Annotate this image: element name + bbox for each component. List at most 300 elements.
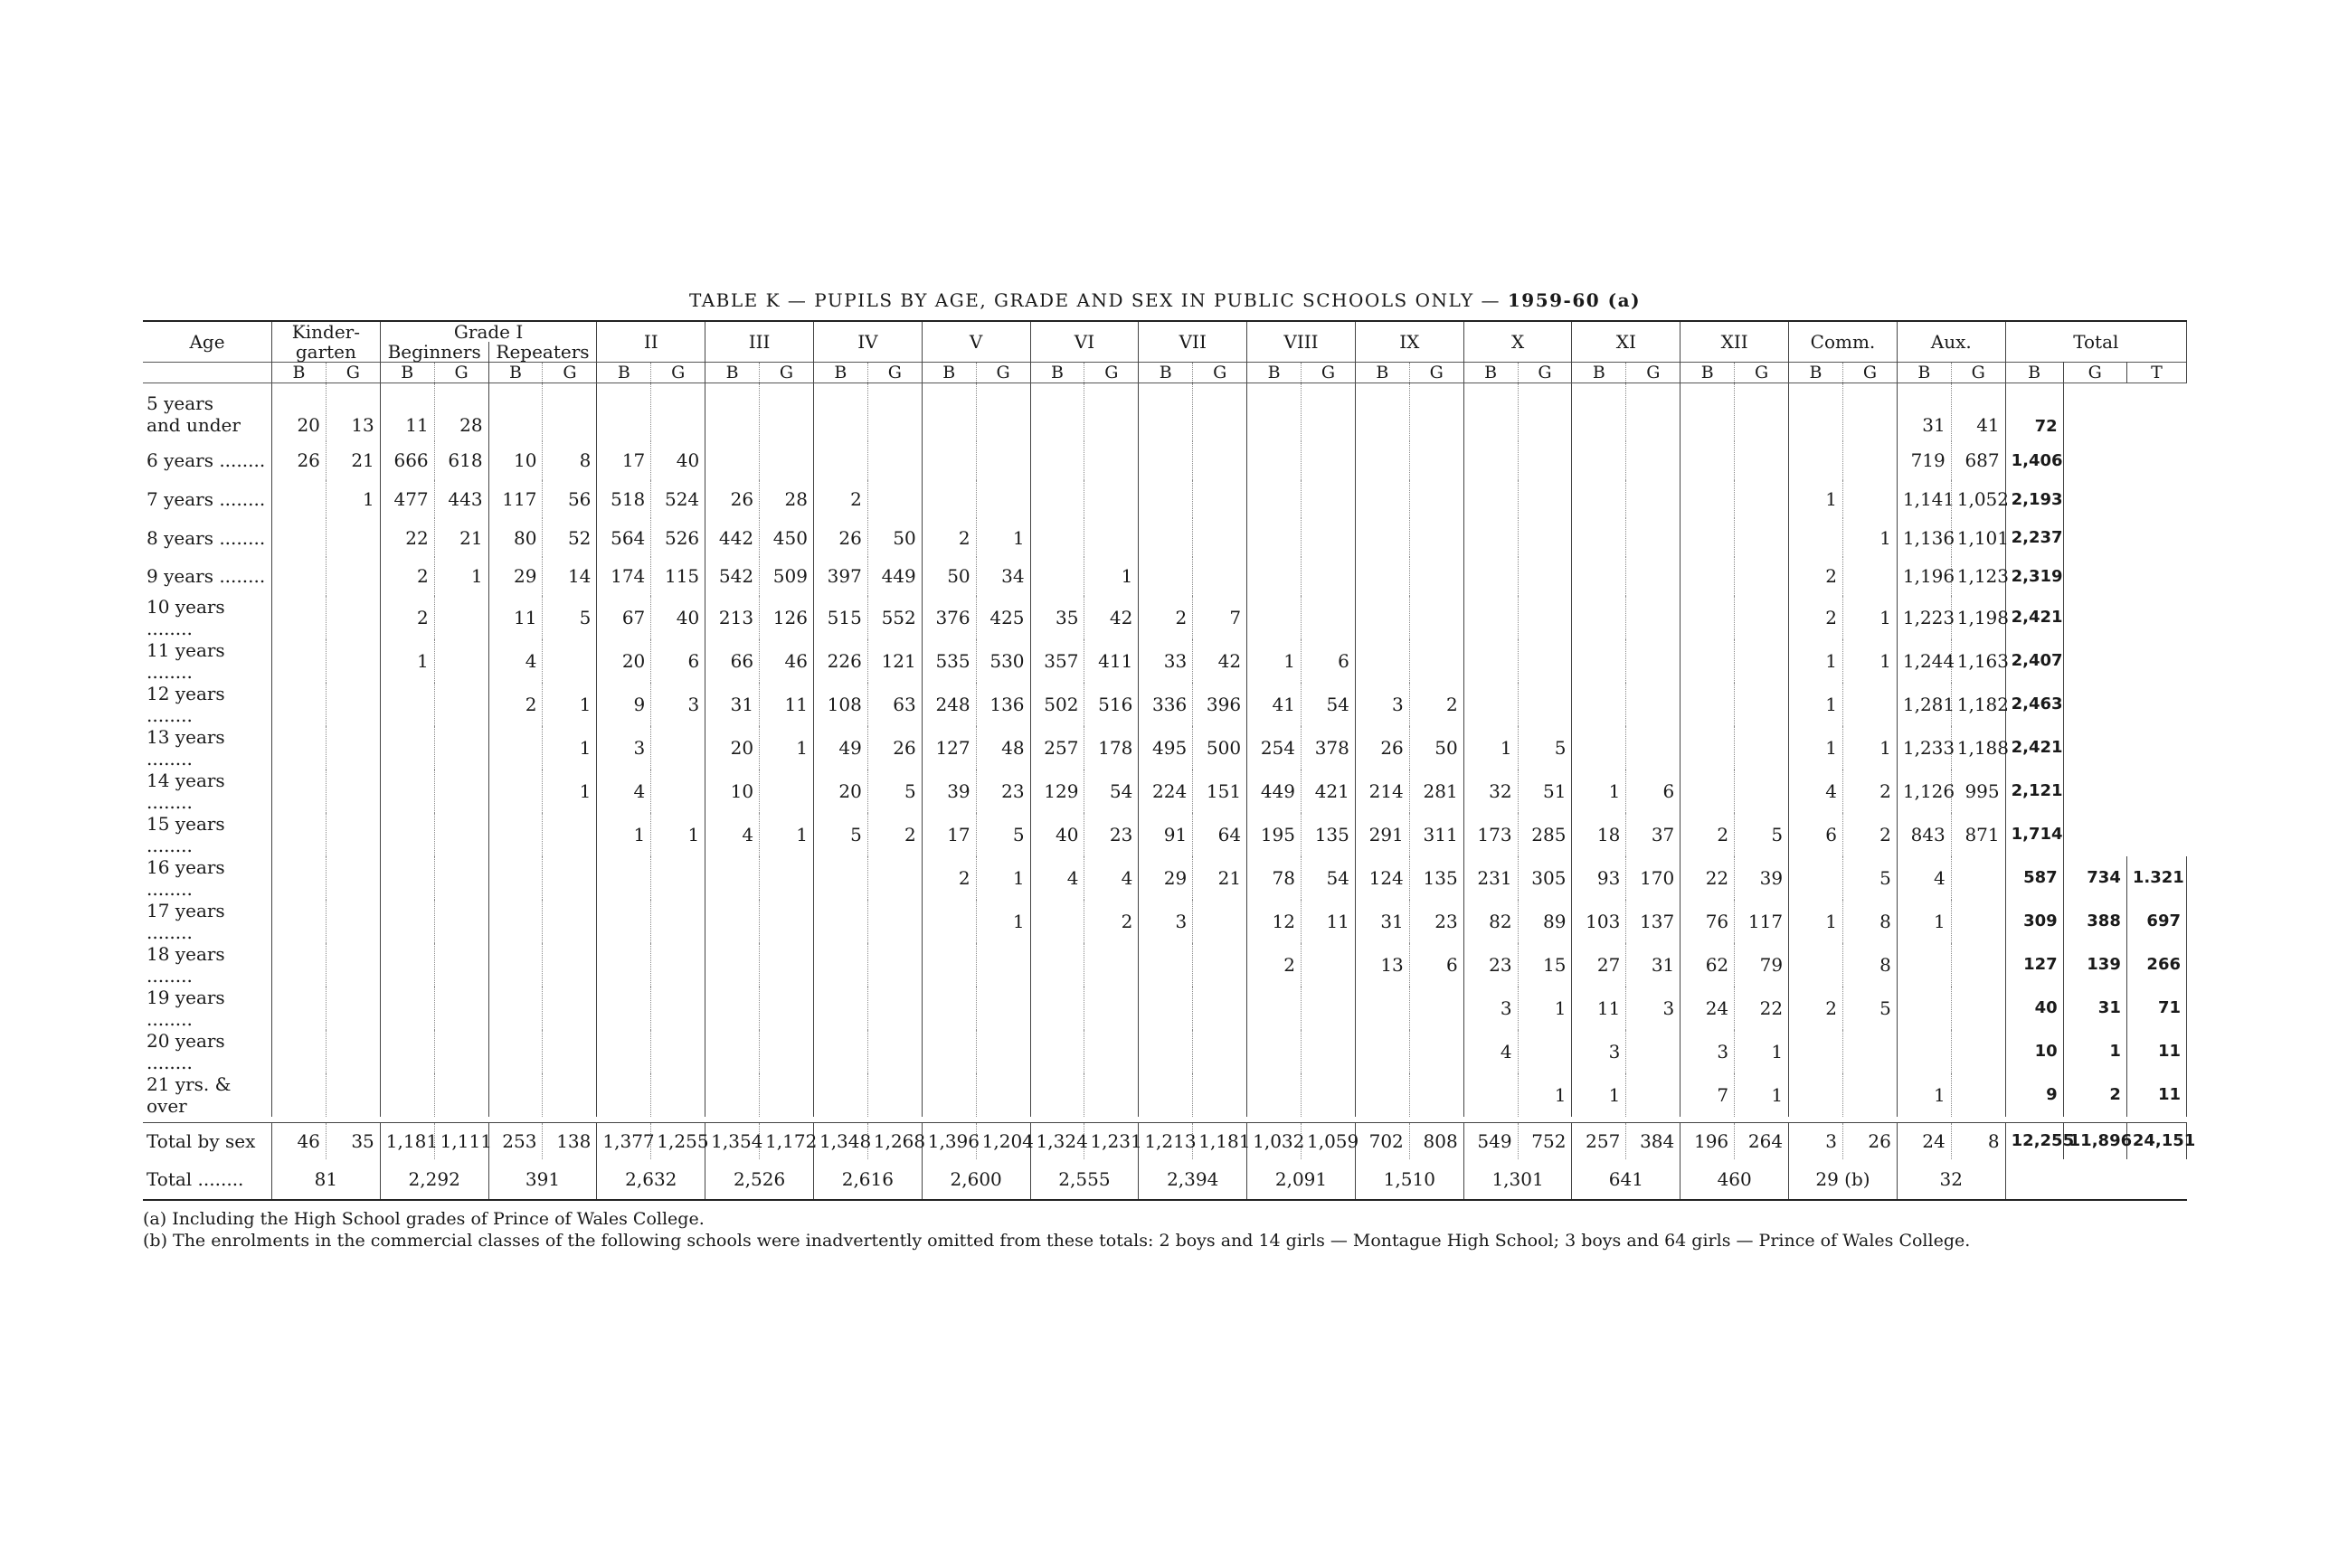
table-cell: 336: [1139, 683, 1193, 726]
table-cell: [434, 596, 488, 639]
table-row: [143, 770, 2187, 813]
table-cell: [976, 441, 1030, 480]
header-sex: B: [488, 363, 543, 383]
table-cell: 135: [1302, 813, 1356, 856]
table-cell: [1084, 518, 1139, 557]
table-cell: [543, 1073, 597, 1117]
table-cell: [1409, 1030, 1463, 1073]
table-cell: [272, 813, 327, 856]
table-cell: [1139, 1073, 1193, 1117]
table-cell: [1139, 557, 1193, 596]
table-cell: [1842, 1030, 1897, 1073]
table-cell: 719: [1897, 441, 1951, 480]
table-cell: [1302, 987, 1356, 1030]
total-by-sex-cell: 1,181: [380, 1122, 434, 1159]
table-cell: [922, 987, 976, 1030]
table-cell: 443: [434, 480, 488, 519]
table-cell: 2,463: [2005, 683, 2063, 726]
table-cell: [1139, 480, 1193, 519]
table-cell: [1247, 1073, 1302, 1117]
header-sex: G: [434, 363, 488, 383]
header-sex: B: [1897, 363, 1951, 383]
table-cell: 2,421: [2005, 726, 2063, 770]
table-cell: [543, 383, 597, 442]
table-cell: 4: [1084, 856, 1139, 900]
table-cell: 115: [651, 557, 705, 596]
table-cell: 32: [1463, 770, 1518, 813]
table-cell: [1193, 441, 1247, 480]
table-cell: [488, 943, 543, 987]
table-cell: [1626, 383, 1680, 442]
header-sex: B: [272, 363, 327, 383]
table-cell: 518: [597, 480, 651, 519]
table-cell: [1463, 683, 1518, 726]
table-cell: 7: [1680, 1073, 1735, 1117]
table-cell: 378: [1302, 726, 1356, 770]
footnotes: [143, 1208, 2187, 1252]
table-cell: 22: [1735, 987, 1789, 1030]
header-sex: G: [1409, 363, 1463, 383]
total-by-sex-cell: 257: [1572, 1122, 1626, 1159]
table-cell: [922, 1030, 976, 1073]
table-cell: 41: [1247, 683, 1302, 726]
table-cell: [1302, 596, 1356, 639]
table-cell: 23: [976, 770, 1030, 813]
table-cell: [1193, 1030, 1247, 1073]
table-cell: [1247, 383, 1302, 442]
table-cell: 12: [1247, 900, 1302, 943]
header-grade1-sub: Repeaters: [488, 342, 597, 363]
table-cell: [1193, 987, 1247, 1030]
table-cell: [976, 480, 1030, 519]
table-cell: [1084, 1030, 1139, 1073]
header-sex: G: [543, 363, 597, 383]
table-cell: 1: [434, 557, 488, 596]
table-cell: 26: [272, 441, 327, 480]
table-cell: [760, 770, 814, 813]
table-cell: [272, 518, 327, 557]
table-cell: 5: [1518, 726, 1572, 770]
table-cell: [705, 1030, 760, 1073]
table-cell: [1030, 383, 1084, 442]
table-cell: 1: [1842, 518, 1897, 557]
table-cell: [1572, 683, 1626, 726]
table-cell: 6: [1302, 639, 1356, 683]
table-cell: [1084, 1073, 1139, 1117]
table-cell: [272, 943, 327, 987]
table-cell: [488, 770, 543, 813]
table-cell: [1084, 383, 1139, 442]
table-cell: 64: [1193, 813, 1247, 856]
table-cell: 1,714: [2005, 813, 2063, 856]
table-cell: 1: [1735, 1073, 1789, 1117]
table-cell: [1735, 383, 1789, 442]
table-cell: [272, 900, 327, 943]
table-cell: [1842, 557, 1897, 596]
table-cell: 79: [1735, 943, 1789, 987]
table-cell: 29: [488, 557, 543, 596]
table-cell: [1139, 518, 1193, 557]
table-cell: 226: [813, 639, 867, 683]
total-by-sex-cell: 1,354: [705, 1122, 760, 1159]
table-cell: 1: [1518, 987, 1572, 1030]
table-cell: 24: [1680, 987, 1735, 1030]
table-cell: [1789, 856, 1843, 900]
table-cell: [1518, 383, 1572, 442]
table-cell: 2: [1084, 900, 1139, 943]
table-cell: 40: [2005, 987, 2063, 1030]
total-by-sex-cell: 1,032: [1247, 1122, 1302, 1159]
table-cell: [597, 1030, 651, 1073]
table-cell: [1193, 943, 1247, 987]
table-cell: [1463, 1073, 1518, 1117]
table-cell: 734: [2063, 856, 2126, 900]
table-cell: [1842, 480, 1897, 519]
table-cell: 1: [976, 856, 1030, 900]
table-cell: [1030, 1073, 1084, 1117]
table-cell: 248: [922, 683, 976, 726]
total-by-sex-cell: 752: [1518, 1122, 1572, 1159]
table-cell: [380, 683, 434, 726]
table-cell: 49: [813, 726, 867, 770]
table-cell: [1247, 480, 1302, 519]
table-cell: 3: [1572, 1030, 1626, 1073]
table-cell: 23: [1409, 900, 1463, 943]
total-by-sex-cell: 1,204: [976, 1122, 1030, 1159]
table-cell: 26: [705, 480, 760, 519]
table-cell: 618: [434, 441, 488, 480]
table-cell: 21: [434, 518, 488, 557]
table-cell: 127: [2005, 943, 2063, 987]
total-by-sex-cell: 1,231: [1084, 1122, 1139, 1159]
total-cell: 81: [272, 1159, 381, 1200]
table-cell: 3: [1355, 683, 1409, 726]
table-cell: 39: [1735, 856, 1789, 900]
table-cell: [326, 596, 380, 639]
table-cell: [867, 943, 922, 987]
table-cell: [326, 639, 380, 683]
table-cell: 2: [1789, 987, 1843, 1030]
table-cell: 1: [1084, 557, 1139, 596]
total-by-sex-cell: 35: [326, 1122, 380, 1159]
table-cell: 4: [705, 813, 760, 856]
table-cell: 20: [272, 383, 327, 442]
table-cell: 1,281: [1897, 683, 1951, 726]
table-cell: [1463, 480, 1518, 519]
table-cell: 62: [1680, 943, 1735, 987]
total-by-sex-cell: 24,151: [2126, 1122, 2186, 1159]
table-cell: 1: [543, 770, 597, 813]
header-sex: G: [326, 363, 380, 383]
table-cell: 1,233: [1897, 726, 1951, 770]
header-sex: G: [1842, 363, 1897, 383]
table-cell: [1193, 900, 1247, 943]
table-cell: [380, 726, 434, 770]
table-cell: [1897, 987, 1951, 1030]
table-cell: 450: [760, 518, 814, 557]
table-cell: 1,198: [1951, 596, 2005, 639]
table-cell: [326, 987, 380, 1030]
table-cell: 127: [922, 726, 976, 770]
document: [143, 289, 2196, 1252]
table-cell: [1355, 987, 1409, 1030]
table-cell: 3: [1626, 987, 1680, 1030]
table-cell: [867, 383, 922, 442]
table-cell: [434, 1030, 488, 1073]
header-sex: G: [1626, 363, 1680, 383]
row-age: 16 years ........: [143, 856, 272, 900]
table-cell: [1247, 518, 1302, 557]
table-row: [143, 596, 2187, 639]
title-main: TABLE K — PUPILS BY AGE, GRADE AND SEX IN PUBLIC SCHOOLS ONLY —: [688, 289, 1508, 311]
table-cell: 28: [760, 480, 814, 519]
table-cell: 1.321: [2126, 856, 2186, 900]
table-cell: [488, 726, 543, 770]
table-cell: 2,319: [2005, 557, 2063, 596]
table-cell: [1572, 383, 1626, 442]
table-cell: [1193, 480, 1247, 519]
table-cell: 1: [1897, 1073, 1951, 1117]
table-cell: [434, 987, 488, 1030]
table-cell: 1: [380, 639, 434, 683]
table-cell: 2: [2063, 1073, 2126, 1117]
header-sex: T: [2126, 363, 2186, 383]
table-cell: [1302, 441, 1356, 480]
table-cell: 1: [1897, 900, 1951, 943]
header-sex: B: [1355, 363, 1409, 383]
table-cell: [272, 683, 327, 726]
total-by-sex-cell: 808: [1409, 1122, 1463, 1159]
table-cell: 40: [651, 596, 705, 639]
table-cell: [326, 683, 380, 726]
table-cell: 1,196: [1897, 557, 1951, 596]
table-cell: [1247, 1030, 1302, 1073]
table-cell: 5: [867, 770, 922, 813]
table-cell: [1789, 383, 1843, 442]
table-cell: [272, 770, 327, 813]
total-by-sex-cell: 138: [543, 1122, 597, 1159]
table-cell: [326, 518, 380, 557]
table-cell: 54: [1302, 856, 1356, 900]
table-row: [143, 1030, 2187, 1073]
table-cell: 1: [543, 683, 597, 726]
table-cell: [1518, 639, 1572, 683]
table-cell: [1409, 518, 1463, 557]
total-by-sex-cell: 11,896: [2063, 1122, 2126, 1159]
table-cell: [1139, 1030, 1193, 1073]
table-cell: [1572, 441, 1626, 480]
table-cell: 4: [1463, 1030, 1518, 1073]
table-cell: 20: [597, 639, 651, 683]
table-row: [143, 900, 2187, 943]
table-cell: [1626, 1073, 1680, 1117]
table-cell: [1463, 557, 1518, 596]
header-group: VI: [1030, 321, 1139, 363]
table-cell: [760, 1030, 814, 1073]
table-cell: 50: [867, 518, 922, 557]
table-cell: 2: [813, 480, 867, 519]
table-cell: 4: [1030, 856, 1084, 900]
total-cell: 1,510: [1355, 1159, 1463, 1200]
header-sex: B: [922, 363, 976, 383]
table-cell: [1463, 441, 1518, 480]
table-cell: 37: [1626, 813, 1680, 856]
table-cell: [1409, 383, 1463, 442]
table-cell: 5: [1735, 813, 1789, 856]
table-cell: [326, 770, 380, 813]
total-by-sex-cell: 1,377: [597, 1122, 651, 1159]
table-cell: [543, 813, 597, 856]
table-cell: 54: [1302, 683, 1356, 726]
total-by-sex-cell: 1,396: [922, 1122, 976, 1159]
table-cell: 23: [1084, 813, 1139, 856]
row-age: 20 years ........: [143, 1030, 272, 1073]
header-group: Aux.: [1897, 321, 2005, 363]
table-cell: [1518, 596, 1572, 639]
table-cell: [1030, 943, 1084, 987]
table-cell: 48: [976, 726, 1030, 770]
table-cell: 5: [543, 596, 597, 639]
header-sex: B: [1247, 363, 1302, 383]
header-sex: G: [1193, 363, 1247, 383]
total-by-sex-cell: 3: [1789, 1122, 1843, 1159]
table-cell: [976, 943, 1030, 987]
table-cell: [760, 856, 814, 900]
table-cell: 170: [1626, 856, 1680, 900]
table-cell: [1842, 441, 1897, 480]
total-by-sex-label: Total by sex: [143, 1122, 272, 1159]
table-cell: [651, 1030, 705, 1073]
table-cell: [380, 770, 434, 813]
table-cell: [1302, 557, 1356, 596]
table-cell: [976, 987, 1030, 1030]
total-cell: 641: [1572, 1159, 1680, 1200]
header-group-row: [143, 321, 2187, 342]
table-cell: 3: [1463, 987, 1518, 1030]
table-cell: [813, 856, 867, 900]
table-cell: [651, 987, 705, 1030]
table-cell: 121: [867, 639, 922, 683]
total-cell: 29 (b): [1789, 1159, 1898, 1200]
table-cell: [543, 639, 597, 683]
table-cell: [543, 1030, 597, 1073]
table-cell: 11: [2126, 1073, 2186, 1117]
table-cell: [597, 900, 651, 943]
table-cell: [434, 943, 488, 987]
total-by-sex-cell: 1,181: [1193, 1122, 1247, 1159]
table-cell: 108: [813, 683, 867, 726]
header-sex: B: [597, 363, 651, 383]
table-cell: 42: [1193, 639, 1247, 683]
table-cell: 34: [976, 557, 1030, 596]
table-cell: 526: [651, 518, 705, 557]
table-cell: [705, 383, 760, 442]
table-cell: [1842, 683, 1897, 726]
table-cell: [1139, 987, 1193, 1030]
header-group: XI: [1572, 321, 1680, 363]
table-cell: [1355, 639, 1409, 683]
table-cell: 1: [1789, 639, 1843, 683]
table-cell: [434, 900, 488, 943]
total-cell: 2,091: [1247, 1159, 1356, 1200]
header-group: XII: [1680, 321, 1789, 363]
table-cell: [1193, 557, 1247, 596]
table-cell: [1680, 480, 1735, 519]
total-by-sex-cell: 253: [488, 1122, 543, 1159]
table-cell: [1680, 639, 1735, 683]
table-cell: [488, 900, 543, 943]
table-cell: 376: [922, 596, 976, 639]
table-cell: [1355, 441, 1409, 480]
table-cell: 2,421: [2005, 596, 2063, 639]
table-cell: 13: [1355, 943, 1409, 987]
table-cell: 124: [1355, 856, 1409, 900]
footnote-a: (a) Including the High School grades of Prince of Wales College.: [143, 1208, 705, 1229]
total-by-sex-row: [143, 1122, 2187, 1159]
table-cell: 2,407: [2005, 639, 2063, 683]
table-cell: 311: [1409, 813, 1463, 856]
table-header: [143, 321, 2187, 383]
table-cell: [272, 557, 327, 596]
table-cell: 76: [1680, 900, 1735, 943]
table-cell: 11: [760, 683, 814, 726]
table-cell: [380, 1073, 434, 1117]
table-cell: 31: [1897, 383, 1951, 442]
table-cell: 67: [597, 596, 651, 639]
table-cell: 552: [867, 596, 922, 639]
table-cell: 39: [922, 770, 976, 813]
row-age: 19 years ........: [143, 987, 272, 1030]
table-cell: 2: [922, 856, 976, 900]
table-cell: 10: [488, 441, 543, 480]
table-cell: [543, 987, 597, 1030]
table-cell: 2: [1789, 596, 1843, 639]
table-cell: [705, 856, 760, 900]
header-group: X: [1463, 321, 1572, 363]
table-cell: 51: [1518, 770, 1572, 813]
table-row: [143, 518, 2187, 557]
table-cell: [1193, 383, 1247, 442]
table-row: [143, 480, 2187, 519]
table-cell: 23: [1463, 943, 1518, 987]
table-cell: 17: [597, 441, 651, 480]
total-by-sex-cell: 264: [1735, 1122, 1789, 1159]
table-cell: [272, 596, 327, 639]
total-by-sex-cell: 1,324: [1030, 1122, 1084, 1159]
table-cell: [922, 480, 976, 519]
table-cell: 1: [1789, 683, 1843, 726]
table-cell: 666: [380, 441, 434, 480]
table-cell: 515: [813, 596, 867, 639]
table-cell: [1139, 943, 1193, 987]
table-cell: 1,052: [1951, 480, 2005, 519]
table-cell: [760, 943, 814, 987]
table-cell: [1302, 518, 1356, 557]
total-cell: 2,555: [1030, 1159, 1139, 1200]
table-cell: 11: [1572, 987, 1626, 1030]
table-cell: 1,182: [1951, 683, 2005, 726]
table-cell: [867, 900, 922, 943]
table-cell: [1735, 518, 1789, 557]
header-group: IV: [813, 321, 922, 363]
table-cell: 309: [2005, 900, 2063, 943]
table-cell: 2,193: [2005, 480, 2063, 519]
table-cell: 174: [597, 557, 651, 596]
table-cell: [488, 856, 543, 900]
table-row: [143, 726, 2187, 770]
total-cell: 2,394: [1139, 1159, 1247, 1200]
table-cell: [1951, 943, 2005, 987]
